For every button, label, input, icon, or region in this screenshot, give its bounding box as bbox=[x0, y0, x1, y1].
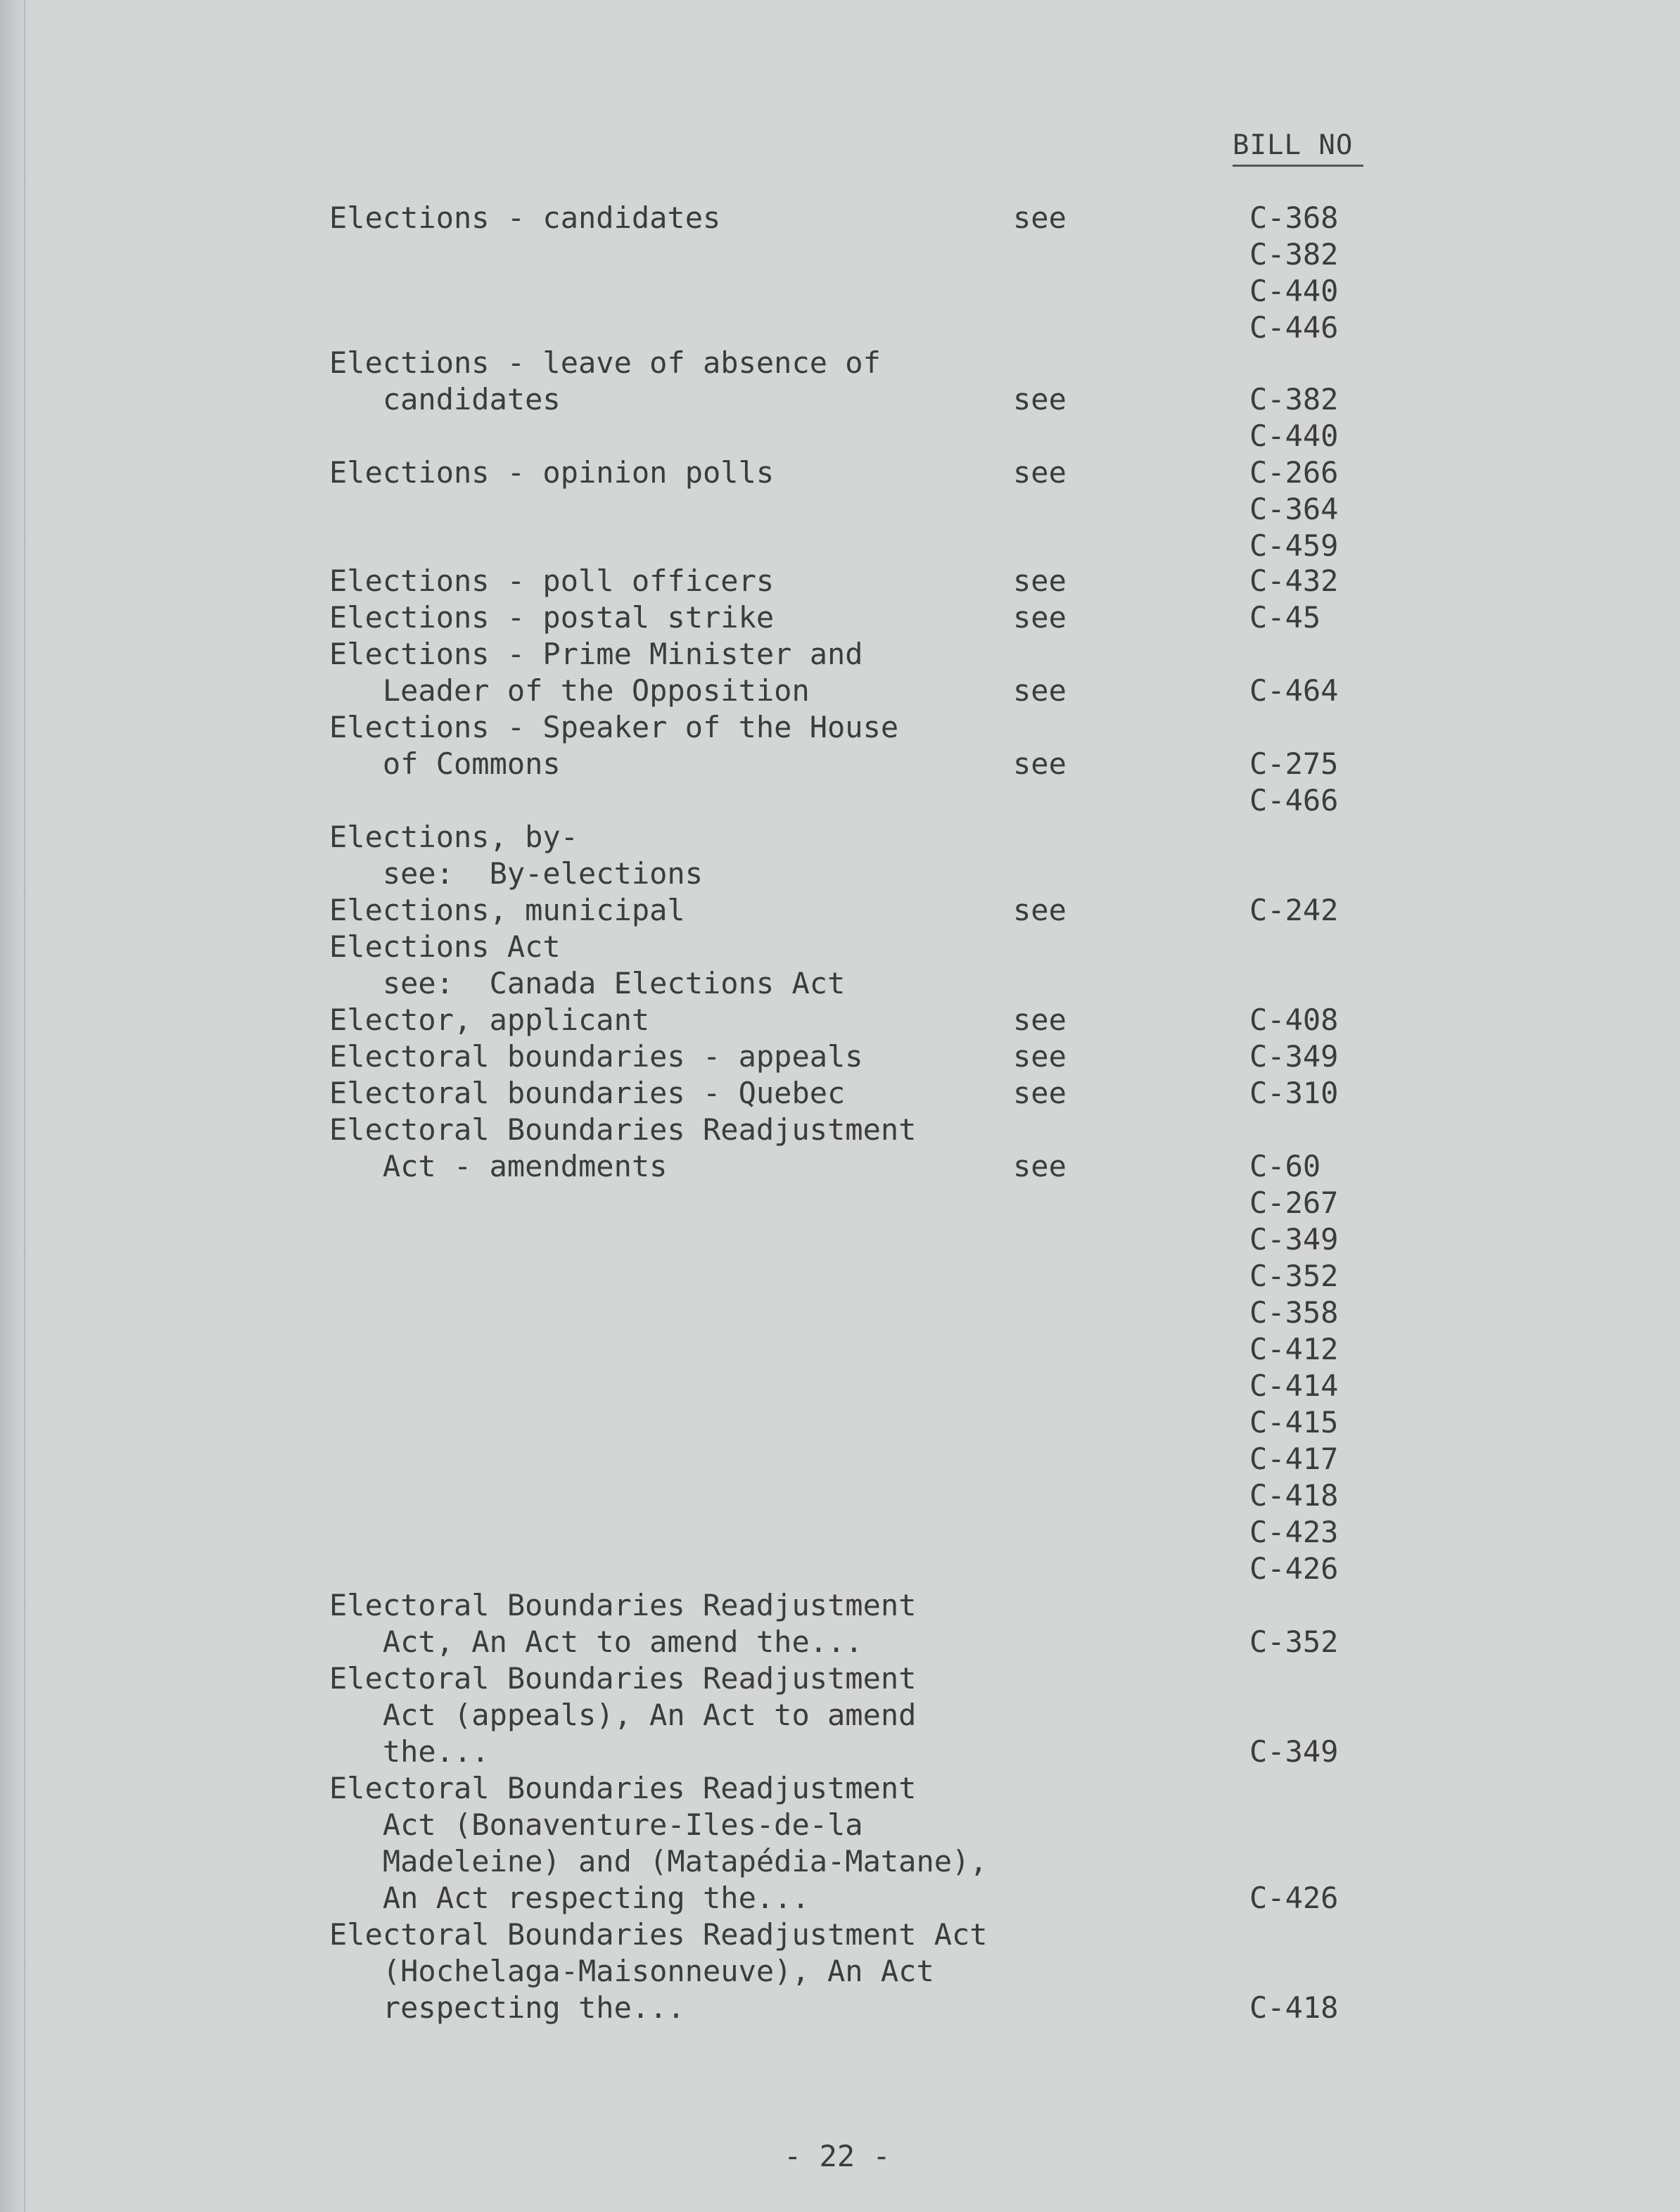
bill-number: C-446 bbox=[1249, 310, 1339, 345]
entry-line: Elections Act bbox=[329, 929, 561, 964]
bill-number: C-60 bbox=[1249, 1149, 1321, 1183]
bill-number: C-440 bbox=[1249, 274, 1339, 308]
see-label: see bbox=[1013, 673, 1067, 708]
entry-line: Elections - Speaker of the House bbox=[329, 710, 899, 744]
bill-number: C-382 bbox=[1249, 237, 1339, 272]
bill-number: C-349 bbox=[1249, 1039, 1339, 1074]
see-label: see bbox=[1013, 455, 1067, 490]
bill-number: C-352 bbox=[1249, 1259, 1339, 1293]
see-label: see bbox=[1013, 201, 1067, 235]
entry-line: Elections, by- bbox=[329, 820, 579, 854]
bill-number: C-310 bbox=[1249, 1076, 1339, 1110]
entry-line: Electoral Boundaries Readjustment Act bbox=[329, 1917, 988, 1952]
entry-line: Electoral Boundaries Readjustment bbox=[329, 1588, 917, 1622]
entry-line: Act - amendments bbox=[329, 1149, 668, 1183]
entry-line: Act (Bonaventure-Iles-de-la bbox=[329, 1807, 863, 1842]
see-label: see bbox=[1013, 564, 1067, 598]
entry-line: respecting the... bbox=[329, 1990, 685, 2025]
see-label: see bbox=[1013, 746, 1067, 781]
bill-number: C-426 bbox=[1249, 1551, 1339, 1586]
bill-number: C-382 bbox=[1249, 382, 1339, 417]
bill-number: C-412 bbox=[1249, 1332, 1339, 1366]
bill-number: C-349 bbox=[1249, 1222, 1339, 1257]
bill-number: C-275 bbox=[1249, 746, 1339, 781]
entry-line: of Commons bbox=[329, 746, 561, 781]
see-label: see bbox=[1013, 1003, 1067, 1037]
entry-line: the... bbox=[329, 1734, 490, 1769]
entry-line: Elections - leave of absence of bbox=[329, 345, 881, 380]
header-underline bbox=[1233, 165, 1363, 167]
bill-number: C-242 bbox=[1249, 893, 1339, 927]
entry-line: candidates bbox=[329, 382, 561, 417]
entry-line: Elections - postal strike bbox=[329, 600, 775, 635]
page-edge-line bbox=[24, 0, 25, 2212]
entry-line: Electoral Boundaries Readjustment bbox=[329, 1661, 917, 1696]
see-label: see bbox=[1013, 893, 1067, 927]
bill-number: C-368 bbox=[1249, 201, 1339, 235]
bill-number: C-418 bbox=[1249, 1478, 1339, 1513]
entry-line: Electoral boundaries - Quebec bbox=[329, 1076, 846, 1110]
entry-line: Elections - poll officers bbox=[329, 564, 775, 598]
bill-number: C-408 bbox=[1249, 1003, 1339, 1037]
entry-line: Elections - Prime Minister and bbox=[329, 637, 863, 671]
entry-line: Act, An Act to amend the... bbox=[329, 1625, 863, 1659]
bill-number: C-459 bbox=[1249, 528, 1339, 563]
bill-number: C-440 bbox=[1249, 419, 1339, 453]
see-label: see bbox=[1013, 1076, 1067, 1110]
bill-number: C-349 bbox=[1249, 1734, 1339, 1769]
bill-number: C-464 bbox=[1249, 673, 1339, 708]
bill-number: C-267 bbox=[1249, 1186, 1339, 1220]
see-label: see bbox=[1013, 1039, 1067, 1074]
bill-number: C-364 bbox=[1249, 492, 1339, 526]
entry-line: see: Canada Elections Act bbox=[329, 966, 846, 1000]
entry-line: Electoral Boundaries Readjustment bbox=[329, 1112, 917, 1147]
see-label: see bbox=[1013, 382, 1067, 417]
bill-number: C-358 bbox=[1249, 1295, 1339, 1330]
bill-number: C-352 bbox=[1249, 1625, 1339, 1659]
bill-number: C-266 bbox=[1249, 455, 1339, 490]
entry-line: Elections - candidates bbox=[329, 201, 721, 235]
bill-number: C-466 bbox=[1249, 783, 1339, 818]
bill-number: C-414 bbox=[1249, 1368, 1339, 1403]
entry-line: An Act respecting the... bbox=[329, 1881, 810, 1915]
entry-line: Act (appeals), An Act to amend bbox=[329, 1698, 917, 1732]
entry-line: Electoral Boundaries Readjustment bbox=[329, 1771, 917, 1805]
entry-line: Elections - opinion polls bbox=[329, 455, 775, 490]
entry-line: Electoral boundaries - appeals bbox=[329, 1039, 863, 1074]
bill-number: C-417 bbox=[1249, 1442, 1339, 1476]
entry-line: Elector, applicant bbox=[329, 1003, 650, 1037]
page-edge bbox=[0, 0, 31, 2212]
bill-no-header: BILL NO bbox=[1233, 129, 1354, 161]
see-label: see bbox=[1013, 600, 1067, 635]
entry-line: Leader of the Opposition bbox=[329, 673, 810, 708]
entry-line: Madeleine) and (Matapédia-Matane), bbox=[329, 1844, 988, 1879]
bill-number: C-418 bbox=[1249, 1990, 1339, 2025]
bill-number: C-426 bbox=[1249, 1881, 1339, 1915]
page-number: - 22 - bbox=[784, 2139, 891, 2173]
entry-line: (Hochelaga-Maisonneuve), An Act bbox=[329, 1954, 934, 1988]
entry-line: see: By-elections bbox=[329, 856, 704, 891]
entry-line: Elections, municipal bbox=[329, 893, 685, 927]
bill-number: C-423 bbox=[1249, 1515, 1339, 1549]
see-label: see bbox=[1013, 1149, 1067, 1183]
bill-number: C-45 bbox=[1249, 600, 1321, 635]
bill-number: C-415 bbox=[1249, 1405, 1339, 1439]
bill-number: C-432 bbox=[1249, 564, 1339, 598]
